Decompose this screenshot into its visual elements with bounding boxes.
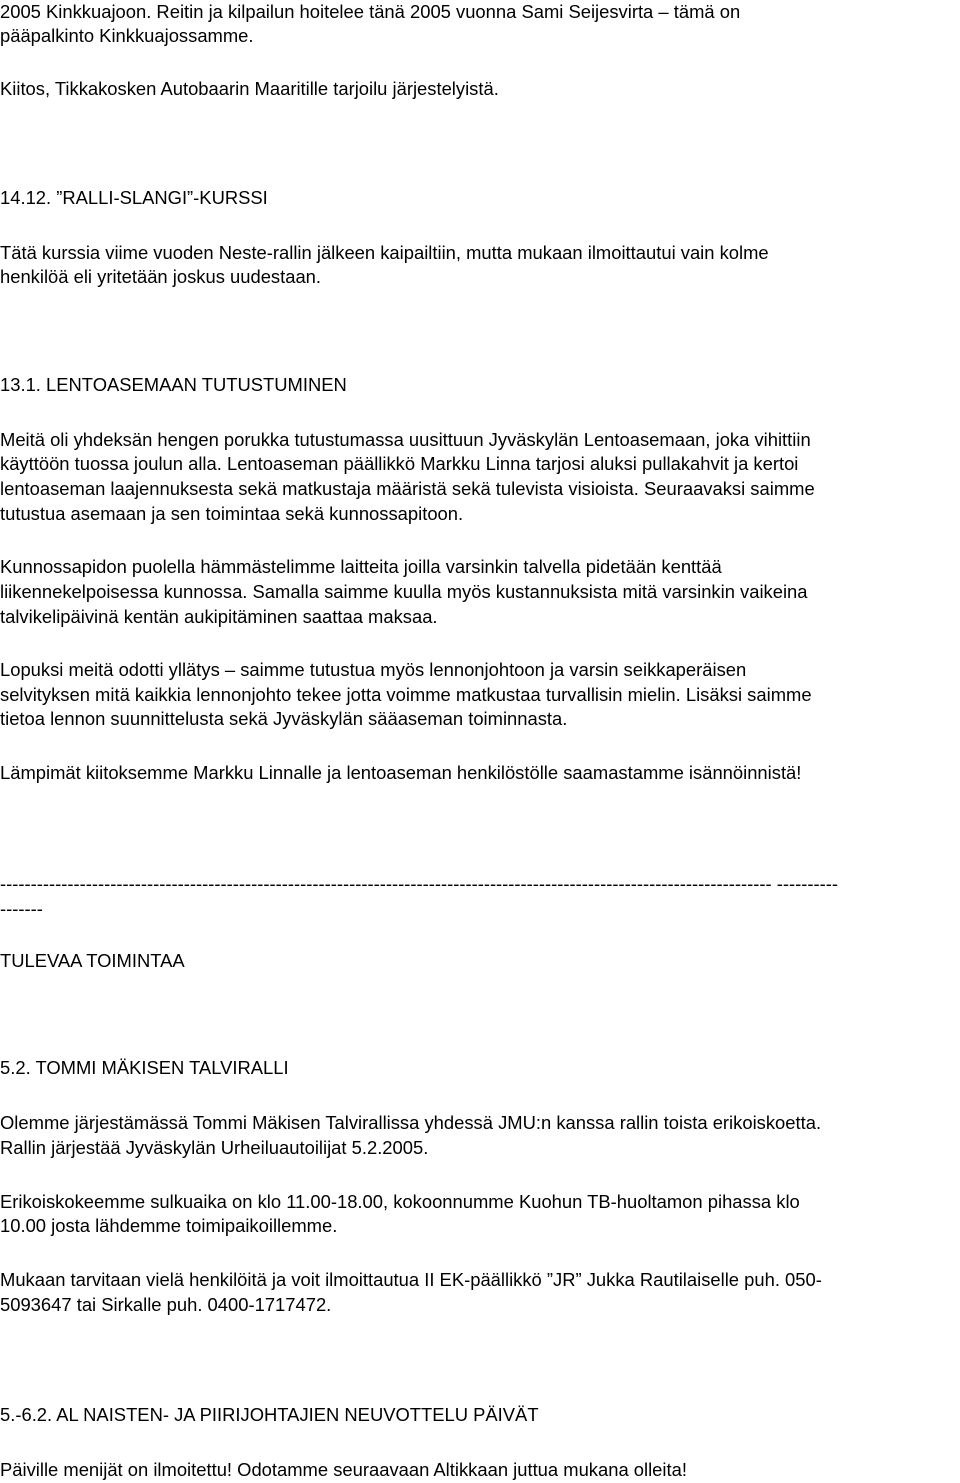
talviralli-p3-line-1: Mukaan tarvitaan vielä henkilöitä ja voit ilmoittautua II EK-päällikkö ”JR” Jukka Rautilaiselle puh. 050- [0, 1269, 822, 1290]
ralli-line-2: henkilöä eli yritetään joskus uudestaan. [0, 266, 322, 287]
naisten-line-1: Päiville menijät on ilmoitettu! Odotamme seuraavaan Altikkaan juttua mukana olleita! [0, 1459, 687, 1480]
intro-line-3: Kiitos, Tikkakosken Autobaarin Maaritille tarjoilu järjestelyistä. [0, 78, 499, 99]
section-heading-talviralli: 5.2. TOMMI MÄKISEN TALVIRALLI [0, 1057, 289, 1078]
talviralli-p1-line-2: Rallin järjestää Jyväskylän Urheiluautoilijat 5.2.2005. [0, 1137, 429, 1158]
intro-line-1: 2005 Kinkkuajoon. Reitin ja kilpailun hoitelee tänä 2005 vuonna Sami Seijesvirta – tämä on [0, 1, 741, 22]
lentoasema-p3-line-2: selvityksen mitä kaikkia lennonjohto tekee jotta voimme matkustaa turvallisin mielin. Lisäksi saimme [0, 684, 812, 705]
section-heading-naisten: 5.-6.2. AL NAISTEN- JA PIIRIJOHTAJIEN NEUVOTTELU PÄIVÄT [0, 1404, 539, 1425]
separator-line-1: ------------------------------------------------------------------------------------------------------------------------------ ---------- [0, 873, 839, 894]
lentoasema-p2-line-2: liikennekelpoisessa kunnossa. Samalla saimme kuulla myös kustannuksista mitä varsinkin vaikeina [0, 581, 808, 602]
section-heading-lentoasema: 13.1. LENTOASEMAAN TUTUSTUMINEN [0, 374, 347, 395]
lentoasema-p1-line-4: tutustua asemaan ja sen toimintaa sekä kunnossapitoon. [0, 503, 464, 524]
ralli-line-1: Tätä kurssia viime vuoden Neste-rallin jälkeen kaipailtiin, mutta mukaan ilmoittautui vain kolme [0, 242, 769, 263]
talviralli-p3-line-2: 5093647 tai Sirkalle puh. 0400-1717472. [0, 1294, 332, 1315]
talviralli-p2-line-2: 10.00 josta lähdemme toimipaikoillemme. [0, 1215, 338, 1236]
lentoasema-p1-line-1: Meitä oli yhdeksän hengen porukka tutustumassa uusittuun Jyväskylän Lentoasemaan, joka vihittiin [0, 429, 811, 450]
talviralli-p1-line-1: Olemme järjestämässä Tommi Mäkisen Talvirallissa yhdessä JMU:n kanssa rallin toista erikoiskoetta. [0, 1112, 822, 1133]
lentoasema-p1-line-2: käyttöön tuossa joulun alla. Lentoaseman päällikkö Markku Linna tarjosi aluksi pullakahvit ja kertoi [0, 453, 799, 474]
lentoasema-p4-line-1: Lämpimät kiitoksemme Markku Linnalle ja lentoaseman henkilöstölle saamastamme isännöinnistä! [0, 762, 802, 783]
lentoasema-p1-line-3: lentoaseman laajennuksesta sekä matkustaja määristä sekä tulevista visioista. Seuraavaksi saimme [0, 478, 815, 499]
lentoasema-p3-line-3: tietoa lennon suunnittelusta sekä Jyväskylän sääaseman toiminnasta. [0, 708, 568, 729]
lentoasema-p2-line-1: Kunnossapidon puolella hämmästelimme laitteita joilla varsinkin talvella pidetään kenttää [0, 556, 722, 577]
talviralli-p2-line-1: Erikoiskokeemme sulkuaika on klo 11.00-18.00, kokoonnumme Kuohun TB-huoltamon pihassa klo [0, 1191, 800, 1212]
lentoasema-p2-line-3: talvikelipäivinä kentän aukipitäminen saattaa maksaa. [0, 606, 438, 627]
intro-line-2: pääpalkinto Kinkkuajossamme. [0, 25, 254, 46]
separator-line-2: ------- [0, 898, 43, 919]
section-heading-ralli-slangi: 14.12. ”RALLI-SLANGI”-KURSSI [0, 187, 268, 208]
upcoming-heading: TULEVAA TOIMINTAA [0, 950, 185, 971]
lentoasema-p3-line-1: Lopuksi meitä odotti yllätys – saimme tutustua myös lennonjohtoon ja varsin seikkaperäisen [0, 659, 747, 680]
